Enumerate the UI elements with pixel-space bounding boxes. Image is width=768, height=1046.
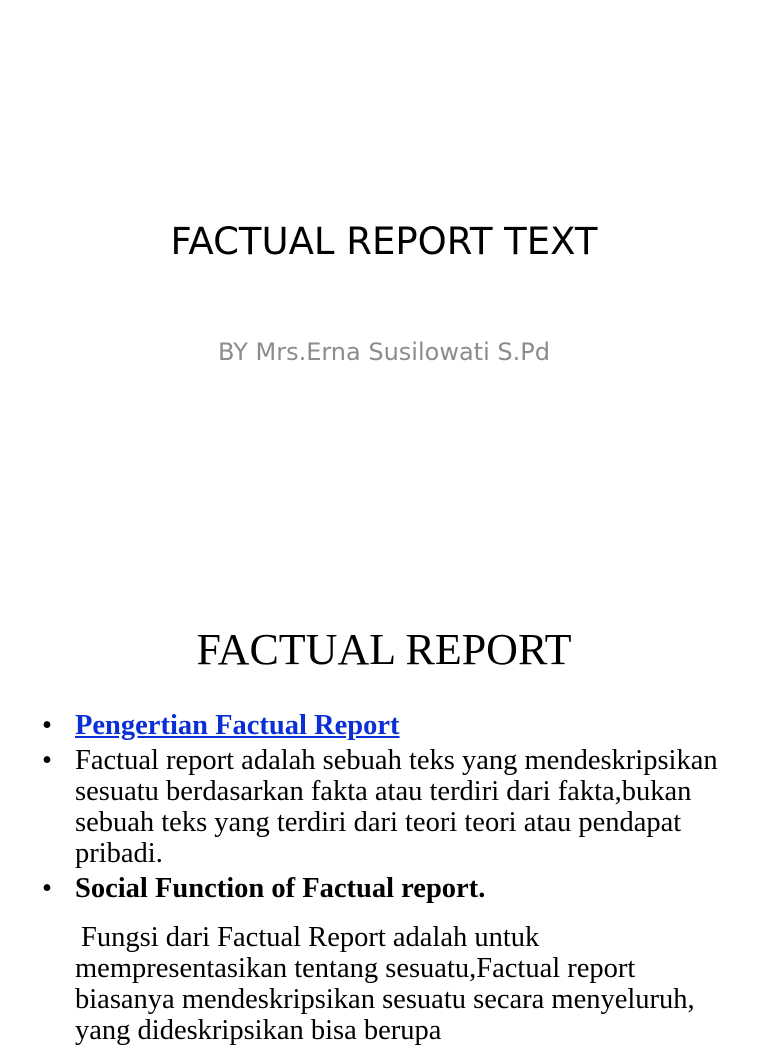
slide-title: FACTUAL REPORT TEXT: [170, 220, 598, 263]
social-function-heading: Social Function of Factual report.: [75, 873, 486, 904]
bullet-list: [40, 710, 730, 908]
content-slide: [0, 576, 768, 1046]
social-function-text-rest: mempresentasikan tentang sesuatu,Factual report biasanya mendeskripsikan sesuatu secara menyeluruh, yang dideskripsikan bisa berupa: [75, 953, 695, 1046]
bullet-dot: •: [42, 710, 52, 741]
bullet-dot: •: [42, 745, 52, 776]
content-slide-title: FACTUAL REPORT: [196, 625, 572, 674]
bullet-item-definition: [40, 745, 730, 869]
bullet-item-social-function: [40, 873, 730, 904]
bullet-dot: •: [42, 873, 52, 904]
social-function-paragraph: [40, 918, 730, 1046]
slide-subtitle-author: BY Mrs.Erna Susilowati S.Pd: [218, 338, 550, 366]
social-function-text-line1: Fungsi dari Factual Report adalah untuk: [81, 922, 540, 953]
bullet-item-link: [40, 710, 730, 741]
definition-text: Factual report adalah sebuah teks yang mendeskripsikan sesuatu berdasarkan fakta atau terdiri dari fakta,bukan sebuah teks yang terdiri dari teori teori atau pendapat pribadi.: [75, 745, 718, 869]
pengertian-link[interactable]: Pengertian Factual Report: [75, 710, 400, 741]
